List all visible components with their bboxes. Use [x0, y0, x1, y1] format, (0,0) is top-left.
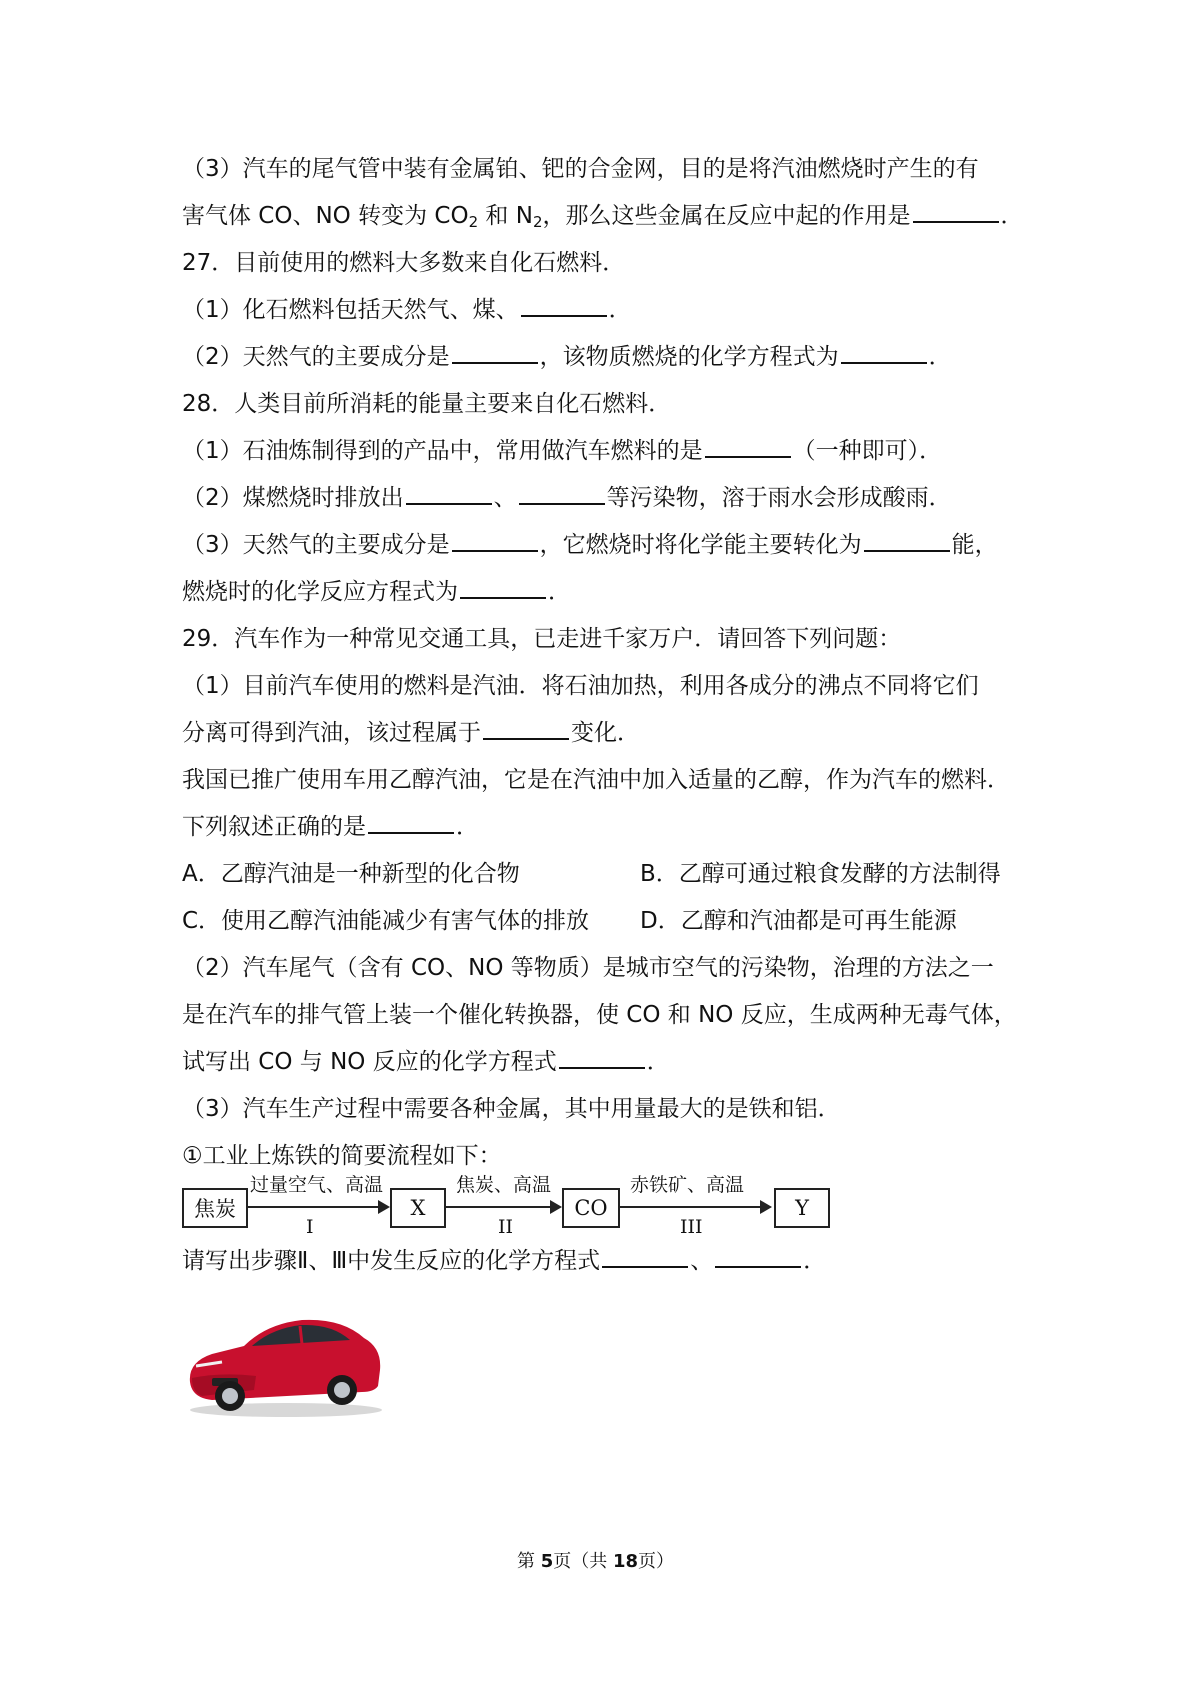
q29-2-line1: （2）汽车尾气（含有 CO、NO 等物质）是城市空气的污染物，治理的方法之一 [182, 955, 994, 981]
flow-step2: II [498, 1216, 514, 1238]
q29-stem: 29．汽车作为一种常见交通工具，已走进千家万户．请回答下列问题： [182, 626, 902, 652]
q27-stem: 27．目前使用的燃料大多数来自化石燃料． [182, 250, 626, 276]
answer-blank[interactable] [452, 340, 538, 364]
red-car-image [182, 1300, 387, 1418]
answer-blank[interactable] [521, 293, 607, 317]
answer-blank[interactable] [452, 528, 538, 552]
answer-blank[interactable] [559, 1045, 645, 1069]
q28-stem: 28．人类目前所消耗的能量主要来自化石燃料． [182, 391, 672, 417]
q29-3-equation-prompt: 请写出步骤Ⅱ、Ⅲ中发生反应的化学方程式 、 ． [182, 1244, 826, 1278]
arrow-right-icon [378, 1200, 390, 1214]
q27-2: （2）天然气的主要成分是 ，该物质燃烧的化学方程式为 ． [182, 340, 952, 374]
flow-box-y: Y [774, 1188, 830, 1228]
answer-blank[interactable] [406, 481, 492, 505]
arrow-right-icon [550, 1200, 562, 1214]
flow-box-coke: 焦炭 [182, 1188, 248, 1228]
iron-smelting-flow-diagram [182, 1174, 862, 1250]
option-c[interactable]: C．使用乙醇汽油能减少有害气体的排放 [182, 908, 590, 934]
answer-blank[interactable] [483, 716, 569, 740]
page-footer: 第 5页（共 18页） [516, 1551, 675, 1572]
q26-3-line1: （3）汽车的尾气管中装有金属铂、钯的合金网，目的是将汽油燃烧时产生的有 [182, 156, 979, 182]
q27-1: （1）化石燃料包括天然气、煤、 ． [182, 293, 632, 327]
flow-arrow3-label: 赤铁矿、高温 [630, 1174, 745, 1196]
option-b[interactable]: B．乙醇可通过粮食发酵的方法制得 [640, 861, 1001, 887]
answer-blank[interactable] [705, 434, 791, 458]
q29-2-line3: 试写出 CO 与 NO 反应的化学方程式 ． [182, 1045, 670, 1079]
q28-2: （2）煤燃烧时排放出 、 等污染物，溶于雨水会形成酸雨． [182, 481, 952, 515]
q29-1-line3: 我国已推广使用车用乙醇汽油，它是在汽油中加入适量的乙醇，作为汽车的燃料． [182, 767, 1010, 793]
answer-blank[interactable] [602, 1244, 688, 1268]
answer-blank[interactable] [368, 810, 454, 834]
q26-3-line2: 害气体 CO、NO 转变为 $CO_2$ 和 $N_2$，那么这些金属在反应中起的作用是 ． [182, 199, 1024, 239]
arrow-right-icon [760, 1200, 772, 1214]
q28-1: （1）石油炼制得到的产品中，常用做汽车燃料的是 （一种即可）． [182, 434, 942, 468]
flow-arrow1-line [246, 1206, 380, 1208]
answer-blank[interactable] [913, 199, 999, 223]
q29-1-line2: 分离可得到汽油，该过程属于 变化． [182, 716, 640, 750]
option-d[interactable]: D．乙醇和汽油都是可再生能源 [640, 908, 957, 934]
q29-3-stem: （3）汽车生产过程中需要各种金属，其中用量最大的是铁和铝． [182, 1096, 841, 1122]
answer-blank[interactable] [864, 528, 950, 552]
answer-blank[interactable] [519, 481, 605, 505]
flow-step1: I [306, 1216, 314, 1238]
answer-blank[interactable] [460, 575, 546, 599]
q29-3-flow-intro: ①工业上炼铁的简要流程如下： [182, 1143, 502, 1169]
q29-1-line1: （1）目前汽车使用的燃料是汽油．将石油加热，利用各成分的沸点不同将它们 [182, 673, 979, 699]
q29-1-line4: 下列叙述正确的是 ． [182, 810, 479, 844]
answer-blank[interactable] [841, 340, 927, 364]
flow-arrow2-label: 焦炭、高温 [456, 1174, 552, 1196]
answer-blank[interactable] [715, 1244, 801, 1268]
flow-box-co: CO [562, 1188, 620, 1228]
q29-2-line2: 是在汽车的排气管上装一个催化转换器，使 CO 和 NO 反应，生成两种无毒气体， [182, 1002, 1017, 1028]
flow-box-x: X [390, 1188, 446, 1228]
flow-arrow1-label: 过量空气、高温 [250, 1174, 384, 1196]
option-a[interactable]: A．乙醇汽油是一种新型的化合物 [182, 861, 520, 887]
q28-3-line1: （3）天然气的主要成分是 ，它燃烧时将化学能主要转化为 能， [182, 528, 998, 562]
flow-arrow2-line [444, 1206, 552, 1208]
flow-step3: III [680, 1216, 703, 1238]
flow-arrow3-line [618, 1206, 762, 1208]
q28-3-line2: 燃烧时的化学反应方程式为 ． [182, 575, 571, 609]
